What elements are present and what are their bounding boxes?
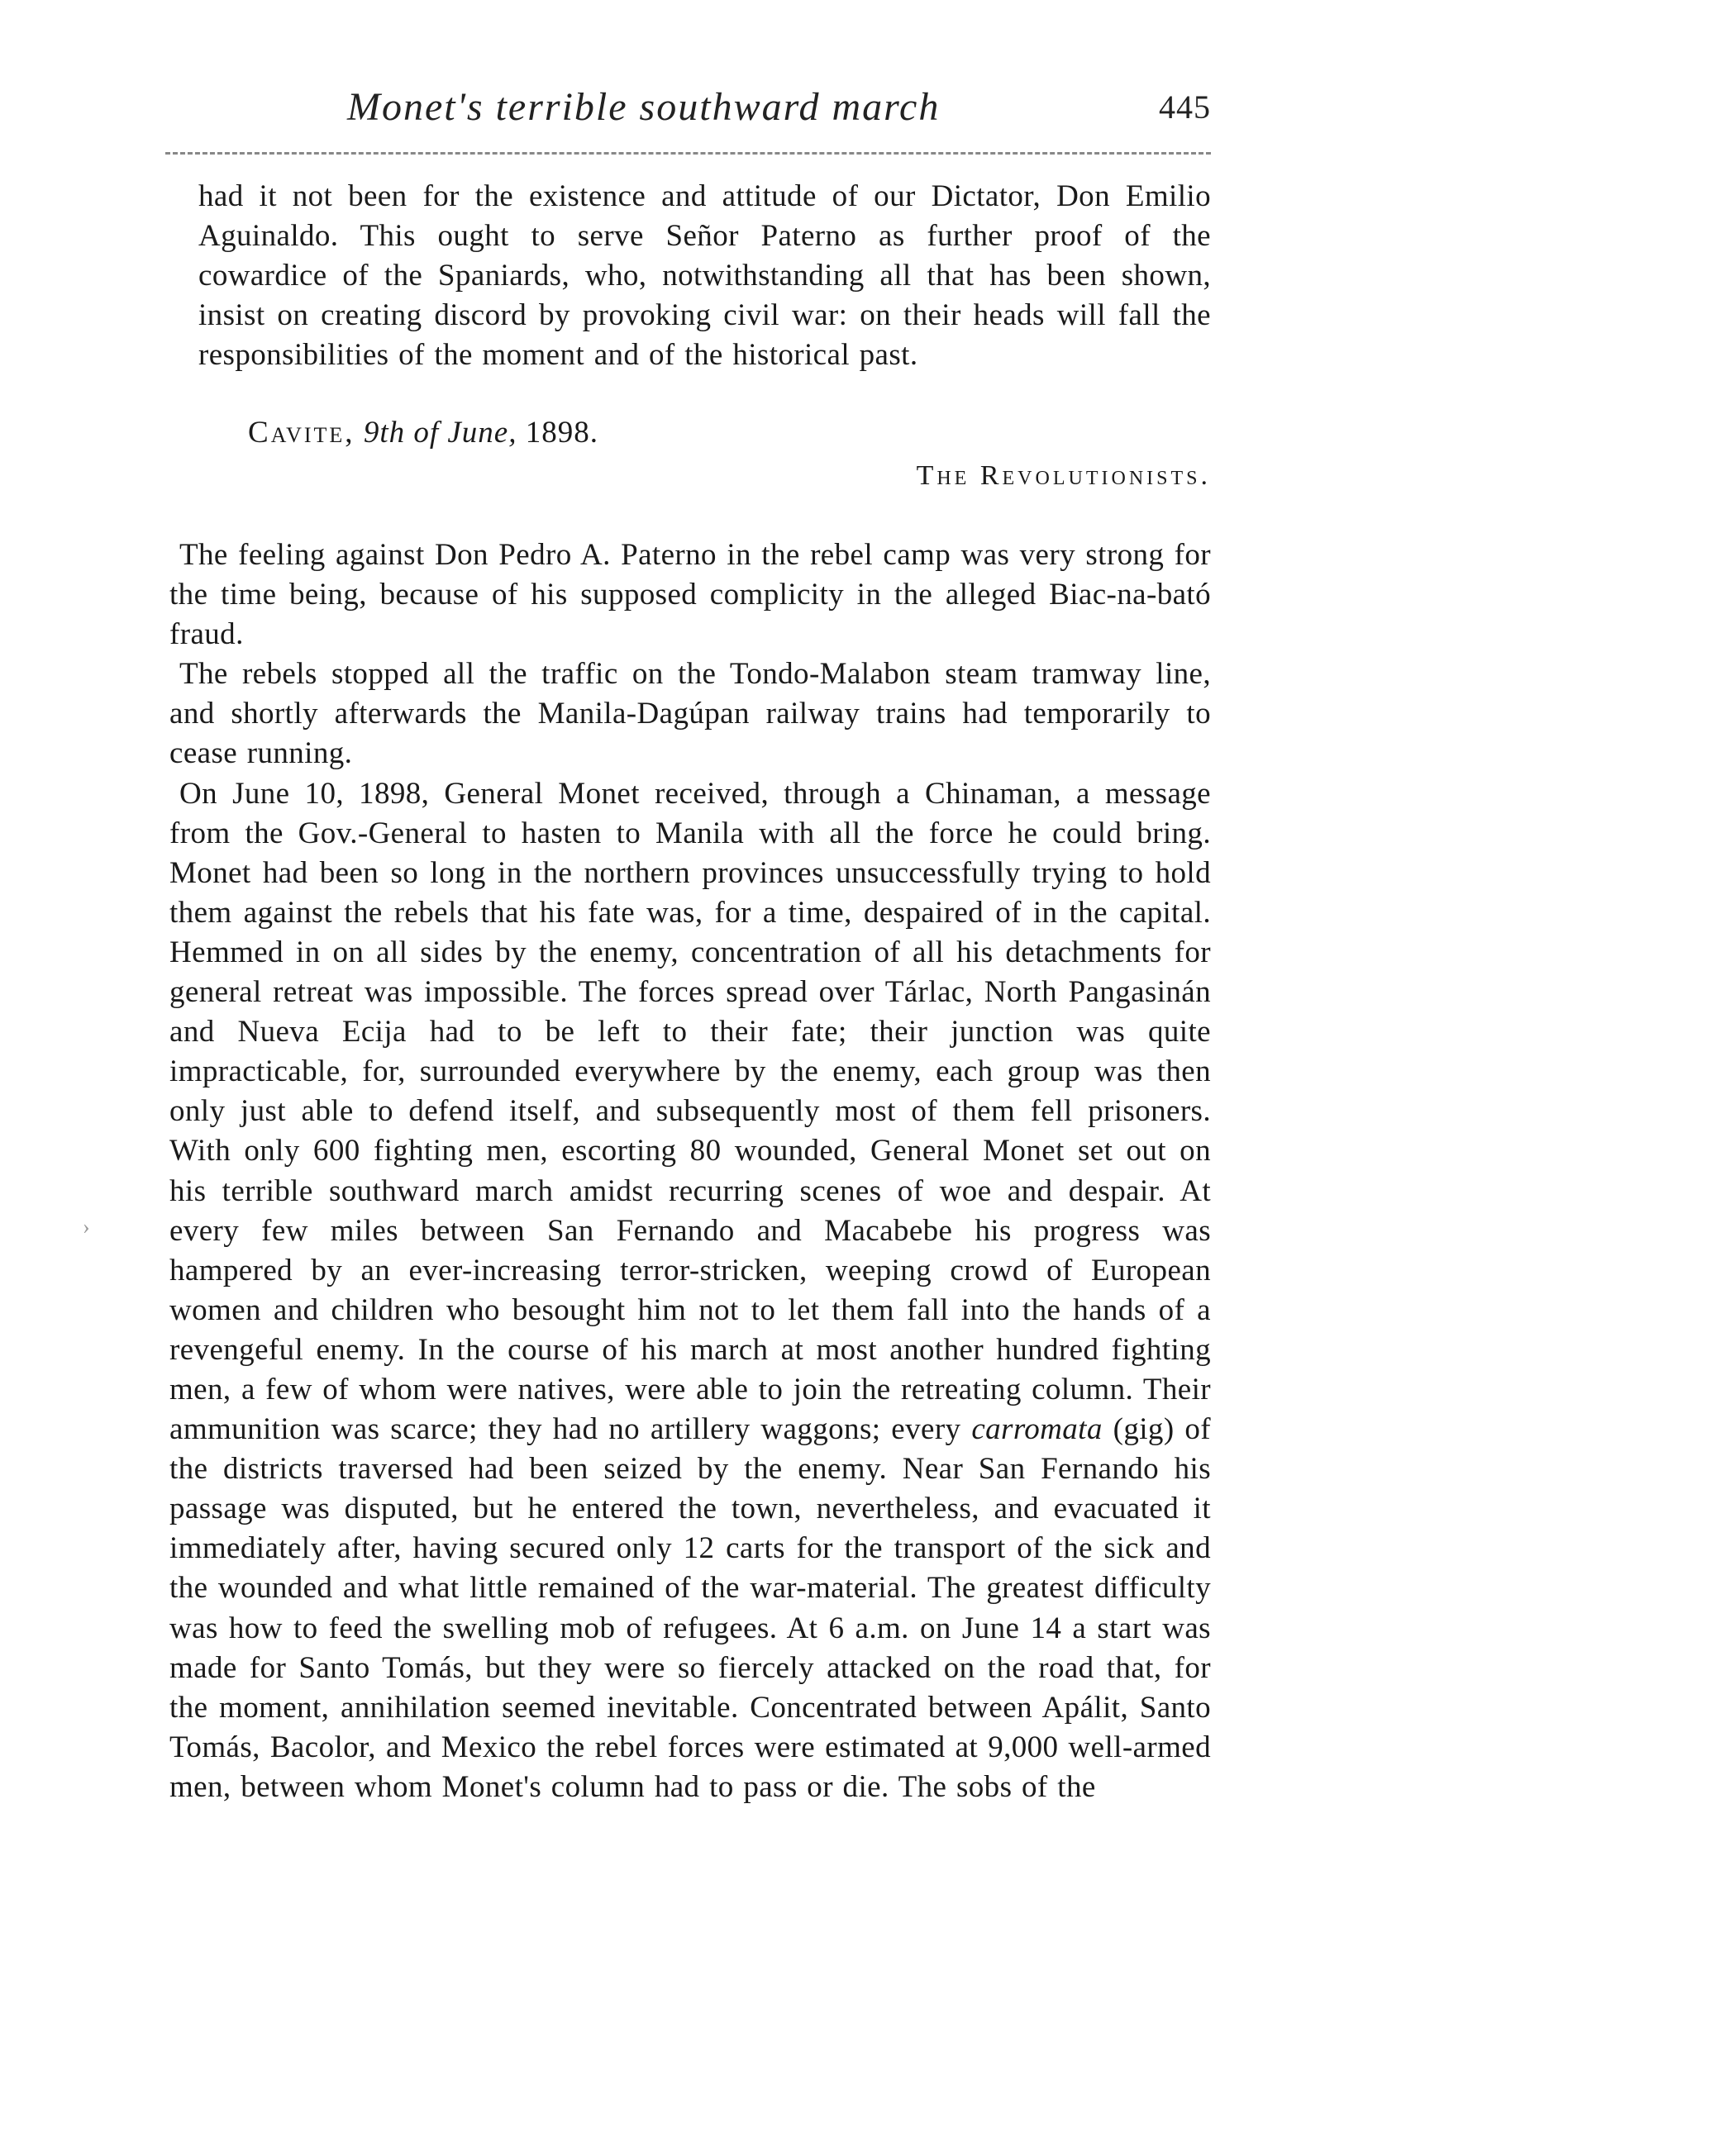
header-rule	[165, 152, 1211, 155]
letter-excerpt	[198, 177, 1211, 375]
running-head: Monet's terrible southward march	[347, 85, 941, 129]
paragraph-3-part-b: (gig) of the districts traversed had been seized by the enemy. Near San Fernando his passage was disputed, but he entered the town, nevertheless, and evacuated it immediately after, having secured only 12 carts for the transport of the sick and the wounded and what little remained of the war-material. The greatest difficulty was how to feed the swelling mob of refugees. At 6 a.m. on June 14 a start was made for Santo Tomás, but they were so fiercely attacked on the road that, for the moment, annihilation seemed inevitable. Concentrated between Apálit, Santo Tomás, Bacolor, and Mexico the rebel forces were estimated at 9,000 well-armed men, between whom Monet's column had to pass or die. The sobs of the	[169, 1412, 1212, 1804]
dateline-place: Cavite,	[248, 416, 355, 450]
body-text	[169, 535, 1211, 1807]
dateline-date: 9th of June,	[363, 416, 517, 450]
paragraph-2: The rebels stopped all the traffic on the Tondo-Malabon steam tramway line, and shortly afterwards the Manila-Dagúpan railway trains had temporarily to cease running.	[169, 657, 1211, 771]
paragraph-1: The feeling against Don Pedro A. Paterno in the rebel camp was very strong for the time being, because of his supposed complicity in the alleged Biac-na-bató fraud.	[169, 538, 1211, 652]
italic-term: carromata	[971, 1412, 1103, 1447]
paragraph-3	[169, 774, 1211, 1807]
dateline	[248, 415, 598, 450]
dateline-year: 1898.	[525, 416, 598, 450]
page-number: 445	[1159, 88, 1211, 126]
margin-mark-icon: ›	[83, 1215, 90, 1239]
letter-signature: The Revolutionists.	[916, 460, 1211, 491]
letter-paragraph: had it not been for the existence and attitude of our Dictator, Don Emilio Aguinaldo. This ought to serve Señor Paterno as further proof of the cowardice of the Spaniards, who, notwithstanding all that has been shown, insist on creating discord by provoking civil war: on their heads will fall the responsibilities of the moment and of the historical past.	[198, 179, 1211, 373]
paragraph-3-part-a: On June 10, 1898, General Monet received, through a Chinaman, a message from the Gov.-General to hasten to Manila with all the force he could bring. Monet had been so long in the northern provinces unsuccessfully trying to hold them against the rebels that his fate was, for a time, despaired of in the capital. Hemmed in on all sides by the enemy, concentration of all his detachments for general retreat was impossible. The forces spread over Tárlac, North Pangasinán and Nueva Ecija had to be left to their fate; their junction was quite impracticable, for, surrounded everywhere by the enemy, each group was then only just able to defend itself, and subsequently most of them fell prisoners. With only 600 fighting men, escorting 80 wounded, General Monet set out on his terrible southward march amidst recurring scenes of woe and despair. At every few miles between San Fernando and Macabebe his progress was hampered by an ever-increasing terror-stricken, weeping crowd of European women and children who besought him not to let them fall into the hands of a revengeful enemy. In the course of his march at most another hundred fighting men, a few of whom were natives, were able to join the retreating column. Their ammunition was scarce; they had no artillery waggons; every	[169, 776, 1211, 1447]
page-header	[0, 83, 1211, 140]
